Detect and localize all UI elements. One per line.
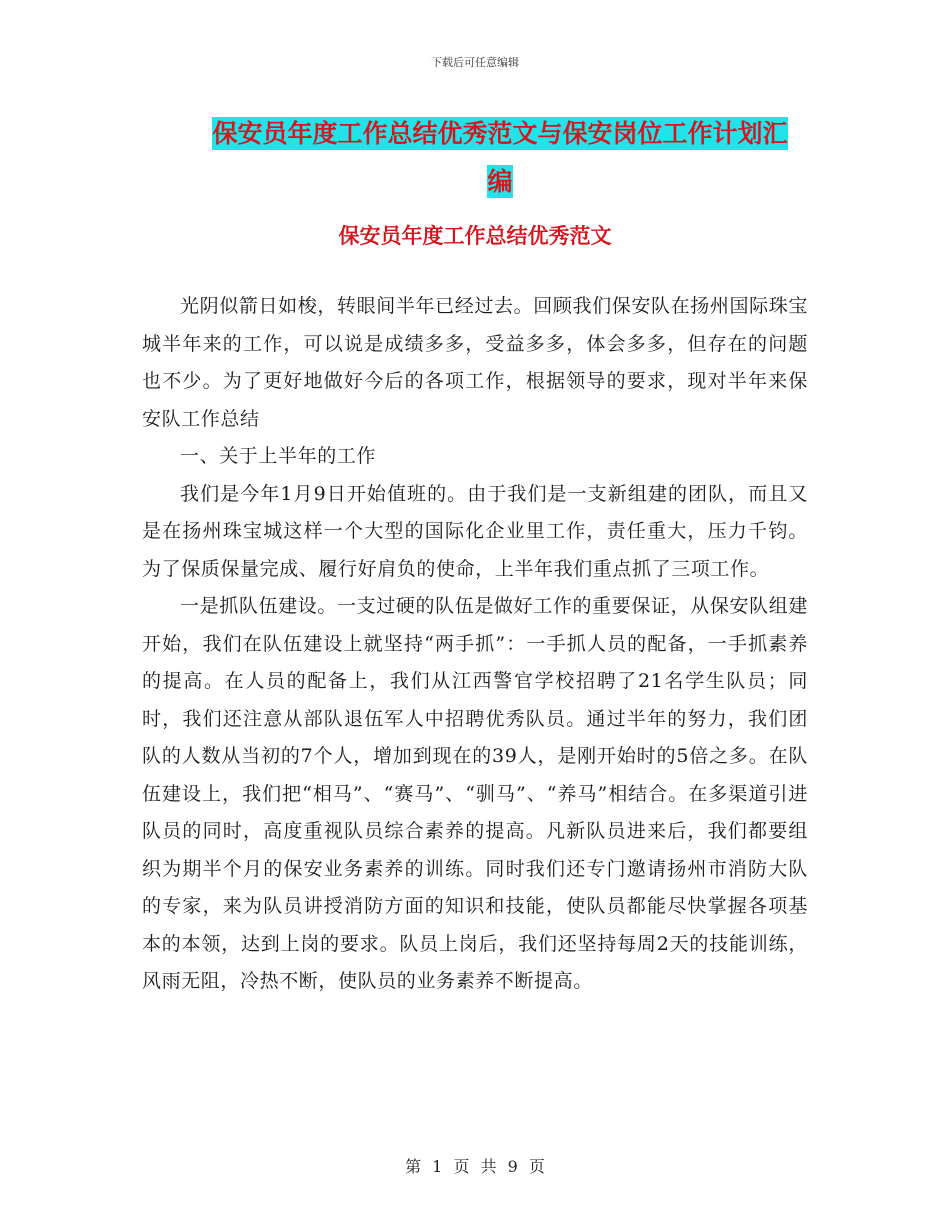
paragraph-heading-first-half: 一、关于上半年的工作 [180,445,377,467]
paragraph-intro: 光阴似箭日如梭，转眼间半年已经过去。回顾我们保安队在扬州国际珠宝城半年来的工作，可以说是成绩多多，受益多多，体会多多，但存在的问题也不少。为了更好地做好今后的各项工作，根据领导的要求，现对半年来保安队工作总结 [142,295,808,430]
main-title-line2: 编 [487,167,513,196]
main-title [150,110,850,206]
page-footer: 第 1 页 共 9 页 [405,1157,545,1176]
section-title: 保安员年度工作总结优秀范文 [338,224,612,248]
body-text [142,288,808,1001]
paragraph-team-building: 一是抓队伍建设。一支过硬的队伍是做好工作的重要保证，从保安队组建开始，我们在队伍建设上就坚持“两手抓”：一手抓人员的配备，一手抓素养的提高。在人员的配备上，我们从江西警官学校招聘了21名学生队员；同时，我们还注意从部队退伍军人中招聘优秀队员。通过半年的努力，我们团队的人数从当初的7个人，增加到现在的39人，是刚开始时的5倍之多。在队伍建设上，我们把“相马”、“赛马”、“驯马”、“养马”相结合。在多渠道引进队员的同时，高度重视队员综合素养的提高。凡新队员进来后，我们都要组织为期半个月的保安业务素养的训练。同时我们还专门邀请扬州市消防大队的专家，来为队员讲授消防方面的知识和技能，使队员都能尽快掌握各项基本的本领，达到上岗的要求。队员上岗后，我们还坚持每周2天的技能训练，风雨无阻，冷热不断，使队员的业务素养不断提高。 [142,595,808,992]
paragraph-work-start: 我们是今年1月9日开始值班的。由于我们是一支新组建的团队，而且又是在扬州珠宝城这样一个大型的国际化企业里工作，责任重大，压力千钧。为了保质保量完成、履行好肩负的使命，上半年我们重点抓了三项工作。 [142,482,808,580]
main-title-line1: 保安员年度工作总结优秀范文与保安岗位工作计划汇 [212,119,788,148]
header-note: 下载后可任意编辑 [431,56,519,69]
